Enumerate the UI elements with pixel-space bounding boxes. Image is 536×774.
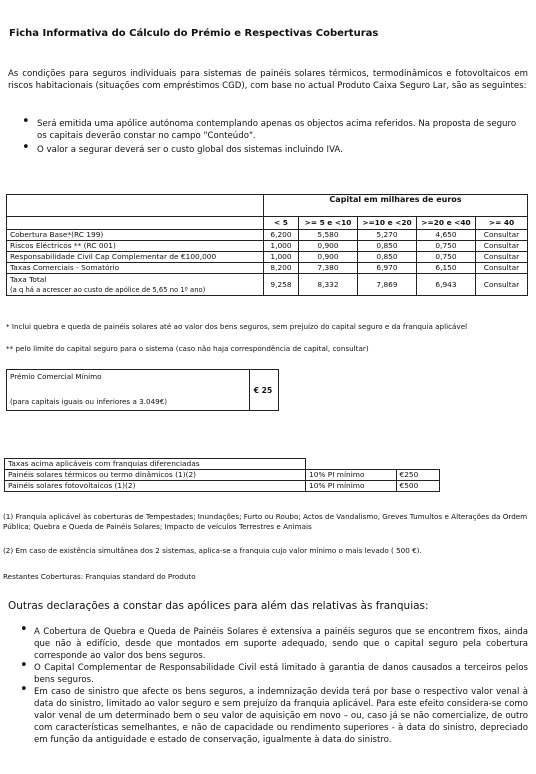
column-header: < 5	[264, 217, 299, 230]
page-title: Ficha Informativa do Cálculo do Prémio e Respectivas Coberturas	[9, 28, 379, 39]
bullet-item: • O valor a segurar deverá ser o custo global dos sistemas incluindo IVA.	[22, 140, 343, 155]
table-row: Painéis solares térmicos ou termo dinâmicos (1)(2) 10% PI mínimo €250	[5, 470, 440, 481]
capital-group-header: Capital em milhares de euros	[264, 195, 528, 217]
column-header: >= 40	[476, 217, 528, 230]
column-header: >= 5 e <10	[299, 217, 358, 230]
total-label: Taxa Total	[10, 274, 47, 284]
bullet-icon: •	[22, 114, 30, 129]
franquias-table	[4, 458, 440, 492]
franquia-note-3: Restantes Coberturas: Franquias standard do Produto	[3, 572, 196, 581]
premio-sublabel: (para capitais iguais ou inferiores a 3.049€)	[10, 397, 168, 406]
bullet-icon: •	[20, 658, 28, 673]
premio-label: Prémio Comercial Mínimo	[10, 372, 102, 381]
table-row-total: Taxa Total (a q há a acrescer ao custo de apólice de 5,65 no 1º ano) 9,258 8,332 7,869 6,943 Consultar	[7, 274, 528, 296]
bullet-icon: •	[20, 622, 28, 637]
footnote-1: * Inclui quebra e queda de painéis solares até ao valor dos bens seguros, sem prejuízo do capital seguro e da franquia aplicável	[6, 322, 468, 331]
bullet-item: • O Capital Complementar de Responsabilidade Civil está limitado à garantia de danos causados a terceiros pelos bens seguros.	[20, 658, 528, 685]
total-sublabel: (a q há a acrescer ao custo de apólice de 5,65 no 1º ano)	[10, 285, 206, 294]
table-row: Responsabilidade Civil Cap Complementar de €100,000 1,000 0,900 0,850 0,750 Consultar	[7, 252, 528, 263]
premio-value: € 25	[248, 369, 279, 411]
bullet-item: • Em caso de sinistro que afecte os bens seguros, a indemnização devida terá por base o respectivo valor venal à data do sinistro, limitado ao valor seguro e sem prejuízo da franquia aplicável. Para este efeito considera-se como valor venal de um determinado bem o seu valor de aquisição em novo – ou, caso já se não comercialize, de outro com características semelhantes, e não de capacidade ou rendimento superiores - à data do sinistro, depreciado em função da antiguidade e estado de conservação, igualmente à data do sinistro.	[20, 682, 528, 745]
column-header: >=10 e <20	[358, 217, 417, 230]
table-row: Taxas Comerciais - Somatório 8,200 7,380 6,970 6,150 Consultar	[7, 263, 528, 274]
bullet-icon: •	[20, 682, 28, 697]
intro-paragraph: As condições para seguros individuais para sistemas de painéis solares térmicos, termodinâmicos e fotovoltaicos em riscos habitacionais (situações com empréstimos CGD), com base no actual Produto Caixa Seguro Lar, são as seguintes:	[8, 69, 528, 91]
section-2-title: Outras declarações a constar das apólices para além das relativas às franquias:	[8, 600, 429, 612]
franquia-note-2: (2) Em caso de existência simultânea dos 2 sistemas, aplica-se a franquia cujo valor mínimo o mais levado ( 500 €).	[3, 546, 422, 555]
premio-minimo-box	[6, 369, 250, 411]
franquia-note-1: (1) Franquia aplicável às coberturas de Tempestades; Inundações; Furto ou Roubo; Actos de Vandalismo, Greves Tumultos e Alterações da Ordem Pública; Quebra e Queda de Painéis Solares; Impacto de veículos Terrestres e Animais	[3, 512, 528, 531]
bullet-item: • A Cobertura de Quebra e Queda de Painéis Solares é extensiva a painéis seguros que se encontrem fixos, ainda que não à edifício, desde que montados em suporte adequado, sendo que o capital seguro pela cobertura corresponde ao valor dos bens seguros.	[20, 622, 528, 661]
table-row: Painéis solares fotovoltaicos (1)(2) 10% PI mínimo €500	[5, 481, 440, 492]
bullet-item: • Será emitida uma apólice autónoma contemplando apenas os objectos acima referidos. Na proposta de seguro os capitais deverão constar no campo "Conteúdo".	[22, 114, 517, 141]
table-row: Riscos Eléctricos ** (RC 001) 1,000 0,900 0,850 0,750 Consultar	[7, 241, 528, 252]
capital-table	[6, 194, 528, 296]
footnote-2: ** pelo limite do capital seguro para o sistema (caso não haja correspondência de capital, consultar)	[6, 344, 369, 353]
column-header: >=20 e <40	[417, 217, 476, 230]
bullet-icon: •	[22, 140, 30, 155]
table-row: Cobertura Base*(RC 199) 6,200 5,580 5,270 4,650 Consultar	[7, 230, 528, 241]
franquias-header: Taxas acima aplicáveis com franquias diferenciadas	[5, 459, 306, 470]
